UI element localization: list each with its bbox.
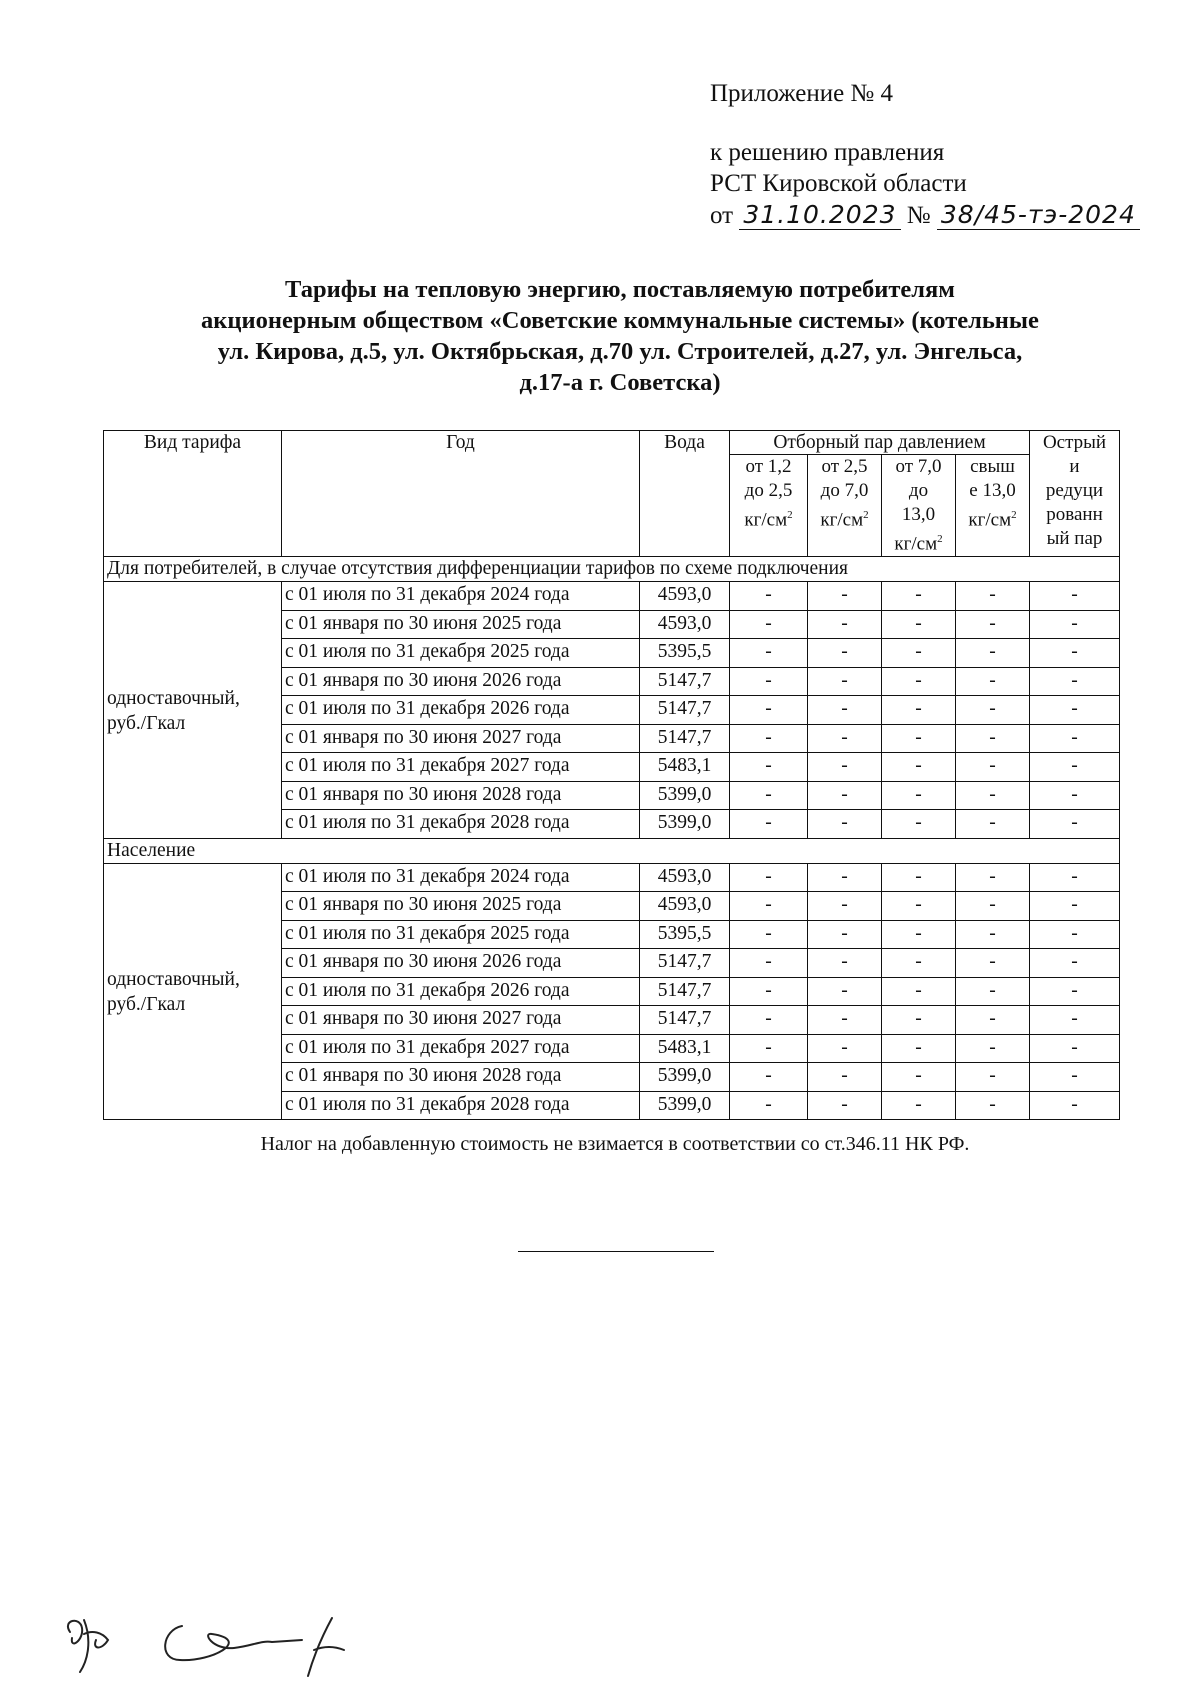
steam-4-cell: - xyxy=(956,582,1030,611)
header-water: Вода xyxy=(640,431,730,557)
steam-3-cell: - xyxy=(882,810,956,839)
water-cell: 4593,0 xyxy=(640,892,730,921)
heading-line-1: Тарифы на тепловую энергию, поставляемую потребителям xyxy=(285,276,955,303)
steam-4-cell: - xyxy=(956,810,1030,839)
table-row xyxy=(104,582,1120,611)
steam-4-cell: - xyxy=(956,696,1030,725)
steam-4-cell: - xyxy=(956,977,1030,1006)
tariff-kind-cell xyxy=(104,582,282,839)
water-cell: 5147,7 xyxy=(640,1006,730,1035)
steam-1-cell: - xyxy=(730,977,808,1006)
header-sharp-l2: и xyxy=(1069,456,1080,477)
steam-1-cell: - xyxy=(730,920,808,949)
section-row xyxy=(104,557,1120,582)
steam-3-cell: - xyxy=(882,1063,956,1092)
steam-2-cell: - xyxy=(808,582,882,611)
steam-3-cell: - xyxy=(882,977,956,1006)
steam-1-cell: - xyxy=(730,582,808,611)
steam-1-cell: - xyxy=(730,724,808,753)
steam-2-cell: - xyxy=(808,753,882,782)
steam-1-cell: - xyxy=(730,667,808,696)
steam-1-l2: до 2,5 xyxy=(744,480,793,501)
steam-2-cell: - xyxy=(808,781,882,810)
steam-4-sup: 2 xyxy=(1011,509,1017,521)
header-kind: Вид тарифа xyxy=(104,431,282,557)
steam-1-l1: от 1,2 xyxy=(745,456,792,477)
steam-3-sup: 2 xyxy=(937,533,943,545)
water-cell: 5399,0 xyxy=(640,810,730,839)
water-cell: 5483,1 xyxy=(640,1034,730,1063)
appendix-line-1: к решению правления xyxy=(710,139,945,166)
sharp-steam-cell: - xyxy=(1030,781,1120,810)
header-steam-1 xyxy=(730,455,808,557)
steam-2-l3: кг/см xyxy=(820,509,864,531)
tariff-kind-cell xyxy=(104,863,282,1120)
steam-1-cell: - xyxy=(730,610,808,639)
steam-4-cell: - xyxy=(956,949,1030,978)
header-sharp-l3: редуци xyxy=(1045,480,1104,501)
header-sharp-l1: Острый xyxy=(1042,432,1107,453)
sharp-steam-cell: - xyxy=(1030,1006,1120,1035)
steam-1-cell: - xyxy=(730,781,808,810)
sharp-steam-cell: - xyxy=(1030,892,1120,921)
sharp-steam-cell: - xyxy=(1030,977,1120,1006)
steam-4-cell: - xyxy=(956,781,1030,810)
sharp-steam-cell: - xyxy=(1030,639,1120,668)
water-cell: 5399,0 xyxy=(640,1063,730,1092)
steam-3-cell: - xyxy=(882,920,956,949)
steam-1-cell: - xyxy=(730,639,808,668)
period-cell: с 01 июля по 31 декабря 2026 года xyxy=(282,977,640,1006)
period-cell: с 01 июля по 31 декабря 2024 года xyxy=(282,582,640,611)
steam-4-cell: - xyxy=(956,1091,1030,1120)
steam-1-cell: - xyxy=(730,696,808,725)
period-cell: с 01 июля по 31 декабря 2027 года xyxy=(282,753,640,782)
steam-2-l1: от 2,5 xyxy=(821,456,868,477)
section-row xyxy=(104,838,1120,863)
heading-line-2: акционерным обществом «Советские коммунальные системы» (котельные xyxy=(201,307,1039,334)
water-cell: 4593,0 xyxy=(640,610,730,639)
steam-2-cell: - xyxy=(808,863,882,892)
sharp-steam-cell: - xyxy=(1030,667,1120,696)
sharp-steam-cell: - xyxy=(1030,1034,1120,1063)
steam-4-cell: - xyxy=(956,920,1030,949)
steam-4-cell: - xyxy=(956,753,1030,782)
water-cell: 4593,0 xyxy=(640,582,730,611)
sharp-steam-cell: - xyxy=(1030,724,1120,753)
steam-4-cell: - xyxy=(956,724,1030,753)
appendix-date-line xyxy=(710,199,1180,231)
steam-2-sup: 2 xyxy=(863,509,869,521)
steam-3-l2: до xyxy=(908,480,929,501)
steam-4-cell: - xyxy=(956,1006,1030,1035)
steam-3-cell: - xyxy=(882,892,956,921)
steam-1-cell: - xyxy=(730,1034,808,1063)
steam-3-cell: - xyxy=(882,724,956,753)
appendix-title: Приложение № 4 xyxy=(710,80,894,107)
steam-4-cell: - xyxy=(956,639,1030,668)
steam-3-cell: - xyxy=(882,639,956,668)
steam-2-cell: - xyxy=(808,667,882,696)
appendix-block xyxy=(710,78,1180,231)
steam-2-cell: - xyxy=(808,610,882,639)
header-sharp-l4: рованн xyxy=(1046,504,1103,525)
steam-2-cell: - xyxy=(808,949,882,978)
steam-1-cell: - xyxy=(730,892,808,921)
period-cell: с 01 июля по 31 декабря 2028 года xyxy=(282,810,640,839)
header-steam-4 xyxy=(956,455,1030,557)
steam-1-cell: - xyxy=(730,863,808,892)
table-row xyxy=(104,863,1120,892)
period-cell: с 01 января по 30 июня 2025 года xyxy=(282,610,640,639)
steam-4-l3: кг/см xyxy=(968,509,1012,531)
handwritten-date: 31.10.2023 xyxy=(739,200,900,230)
sharp-steam-cell: - xyxy=(1030,582,1120,611)
period-cell: с 01 июля по 31 декабря 2026 года xyxy=(282,696,640,725)
water-cell: 5395,5 xyxy=(640,639,730,668)
steam-1-cell: - xyxy=(730,1091,808,1120)
appendix-line-2: РСТ Кировской области xyxy=(710,170,967,197)
steam-1-cell: - xyxy=(730,949,808,978)
heading-line-4: д.17-а г. Советска) xyxy=(519,369,721,396)
steam-3-l3: 13,0 xyxy=(901,504,936,525)
steam-3-l4: кг/см xyxy=(894,533,938,555)
steam-2-cell: - xyxy=(808,639,882,668)
header-sharp-l5: ый пар xyxy=(1046,528,1103,549)
sharp-steam-cell: - xyxy=(1030,863,1120,892)
separator-line xyxy=(518,1251,714,1252)
document-heading xyxy=(90,274,1150,398)
water-cell: 4593,0 xyxy=(640,863,730,892)
steam-3-cell: - xyxy=(882,667,956,696)
steam-3-cell: - xyxy=(882,610,956,639)
period-cell: с 01 января по 30 июня 2028 года xyxy=(282,781,640,810)
steam-2-cell: - xyxy=(808,696,882,725)
steam-2-cell: - xyxy=(808,1034,882,1063)
steam-2-cell: - xyxy=(808,1006,882,1035)
steam-2-cell: - xyxy=(808,1063,882,1092)
steam-3-cell: - xyxy=(882,1006,956,1035)
steam-4-l1: свыш xyxy=(970,456,1015,477)
period-cell: с 01 июля по 31 декабря 2024 года xyxy=(282,863,640,892)
period-cell: с 01 июля по 31 декабря 2028 года xyxy=(282,1091,640,1120)
steam-3-cell: - xyxy=(882,582,956,611)
sharp-steam-cell: - xyxy=(1030,1063,1120,1092)
tariff-kind-line: руб./Гкал xyxy=(107,712,186,734)
sharp-steam-cell: - xyxy=(1030,696,1120,725)
steam-2-cell: - xyxy=(808,892,882,921)
steam-4-cell: - xyxy=(956,892,1030,921)
sharp-steam-cell: - xyxy=(1030,610,1120,639)
period-cell: с 01 июля по 31 декабря 2027 года xyxy=(282,1034,640,1063)
tariff-kind-line: одноставочный, xyxy=(107,969,240,991)
steam-1-sup: 2 xyxy=(787,509,793,521)
header-year: Год xyxy=(282,431,640,557)
steam-3-l1: от 7,0 xyxy=(895,456,942,477)
steam-3-cell: - xyxy=(882,696,956,725)
heading-line-3: ул. Кирова, д.5, ул. Октябрьская, д.70 ул. Строителей, д.27, ул. Энгельса, xyxy=(217,338,1023,365)
steam-4-l2: е 13,0 xyxy=(969,480,1016,501)
water-cell: 5399,0 xyxy=(640,1091,730,1120)
sharp-steam-cell: - xyxy=(1030,753,1120,782)
steam-3-cell: - xyxy=(882,1091,956,1120)
handwritten-number: 38/45-тэ-2024 xyxy=(937,200,1140,230)
steam-1-l3: кг/см xyxy=(744,509,788,531)
period-cell: с 01 января по 30 июня 2028 года xyxy=(282,1063,640,1092)
vat-note: Налог на добавленную стоимость не взимается в соответствии со ст.346.11 НК РФ. xyxy=(260,1133,970,1155)
steam-3-cell: - xyxy=(882,781,956,810)
steam-2-cell: - xyxy=(808,1091,882,1120)
sharp-steam-cell: - xyxy=(1030,810,1120,839)
steam-4-cell: - xyxy=(956,667,1030,696)
sharp-steam-cell: - xyxy=(1030,920,1120,949)
period-cell: с 01 января по 30 июня 2027 года xyxy=(282,724,640,753)
steam-1-cell: - xyxy=(730,810,808,839)
steam-1-cell: - xyxy=(730,753,808,782)
steam-4-cell: - xyxy=(956,863,1030,892)
number-prefix: № xyxy=(906,202,931,229)
tariff-kind-line: руб./Гкал xyxy=(107,994,186,1016)
steam-2-l2: до 7,0 xyxy=(820,480,869,501)
water-cell: 5483,1 xyxy=(640,753,730,782)
header-steam: Отборный пар давлением xyxy=(730,431,1030,455)
date-prefix: от xyxy=(710,202,734,229)
steam-1-cell: - xyxy=(730,1063,808,1092)
water-cell: 5147,7 xyxy=(640,667,730,696)
tariff-kind-line: одноставочный, xyxy=(107,687,240,709)
header-sharp-steam xyxy=(1030,431,1120,557)
steam-4-cell: - xyxy=(956,610,1030,639)
period-cell: с 01 января по 30 июня 2026 года xyxy=(282,667,640,696)
steam-2-cell: - xyxy=(808,724,882,753)
period-cell: с 01 января по 30 июня 2026 года xyxy=(282,949,640,978)
header-steam-2 xyxy=(808,455,882,557)
water-cell: 5147,7 xyxy=(640,724,730,753)
water-cell: 5147,7 xyxy=(640,977,730,1006)
steam-3-cell: - xyxy=(882,863,956,892)
sharp-steam-cell: - xyxy=(1030,949,1120,978)
steam-4-cell: - xyxy=(956,1063,1030,1092)
period-cell: с 01 июля по 31 декабря 2025 года xyxy=(282,920,640,949)
steam-2-cell: - xyxy=(808,920,882,949)
steam-2-cell: - xyxy=(808,977,882,1006)
steam-1-cell: - xyxy=(730,1006,808,1035)
tariff-table xyxy=(103,430,1120,1120)
section-title: Для потребителей, в случае отсутствия дифференциации тарифов по схеме подключения xyxy=(104,557,1120,582)
period-cell: с 01 января по 30 июня 2027 года xyxy=(282,1006,640,1035)
steam-2-cell: - xyxy=(808,810,882,839)
handwritten-signature-icon xyxy=(62,1610,382,1685)
steam-3-cell: - xyxy=(882,1034,956,1063)
water-cell: 5395,5 xyxy=(640,920,730,949)
header-steam-3 xyxy=(882,455,956,557)
water-cell: 5147,7 xyxy=(640,696,730,725)
sharp-steam-cell: - xyxy=(1030,1091,1120,1120)
period-cell: с 01 января по 30 июня 2025 года xyxy=(282,892,640,921)
steam-4-cell: - xyxy=(956,1034,1030,1063)
section-title: Население xyxy=(104,838,1120,863)
steam-3-cell: - xyxy=(882,753,956,782)
period-cell: с 01 июля по 31 декабря 2025 года xyxy=(282,639,640,668)
steam-3-cell: - xyxy=(882,949,956,978)
water-cell: 5399,0 xyxy=(640,781,730,810)
water-cell: 5147,7 xyxy=(640,949,730,978)
